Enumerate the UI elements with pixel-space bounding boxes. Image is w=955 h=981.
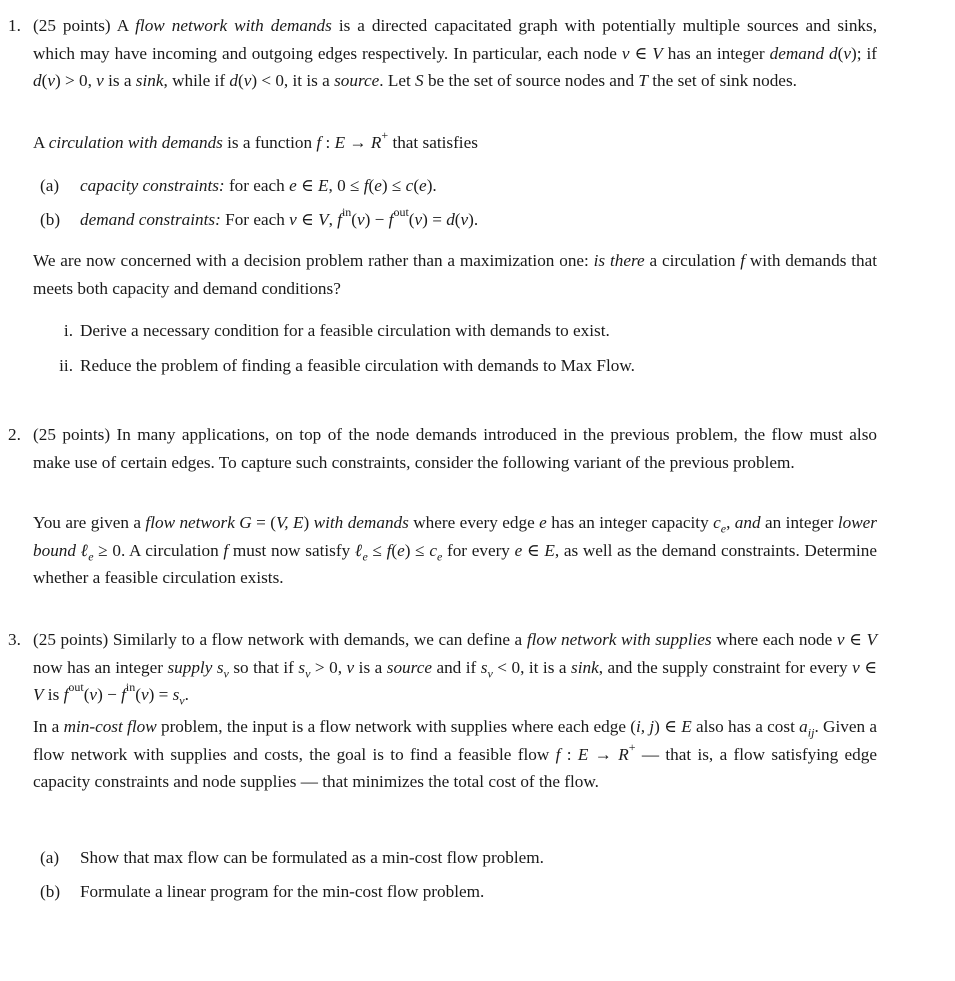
task-label: ii. [59, 356, 73, 375]
problem-3-intro: (25 points) Similarly to a flow network with demands, we can define a flow network with supplies where each node v ∈ V now has an integer supply $s_v$ so that if $s_v > 0$, v is a source and if $s_v < 0$, it is a sink, and the supply constraint for every v ∈ V is $f^{out}(v) - f^{in}(v) = s_v$. [33, 630, 878, 708]
problem-number: 2. [8, 425, 21, 444]
task-text: Show that max flow can be formulated as a min-cost flow problem. [80, 848, 544, 867]
task-label: (b) [40, 882, 61, 901]
task-text: Derive a necessary condition for a feasible circulation with demands to exist. [80, 321, 610, 340]
condition-label: (a) [40, 176, 60, 195]
problem-number: 1. [8, 16, 21, 35]
task-text: Formulate a linear program for the min-cost flow problem. [80, 882, 485, 901]
problem-1-decision: We are now concerned with a decision problem rather than a maximization one: is there a circulation f with demands that meets both capacity and demand conditions? [33, 251, 877, 298]
problem-number: 3. [8, 630, 21, 649]
problem-1-circulation-definition: A circulation with demands is a function f : E → R+ that satisfies [33, 128, 478, 152]
task-text: Reduce the problem of finding a feasible circulation with demands to Max Flow. [80, 356, 635, 375]
problem-3-mincost: In a min-cost flow problem, the input is a flow network with supplies where each edge (i, j) ∈ E also has a cost $a_{ij}$. Given a flow network with supplies and costs, the goal is to find a feasible flow f : E → R+ — that is, a flow satisfying edge capacity constraints and node supplies — that minimizes the total cost of the flow. [33, 717, 877, 791]
task-label: (a) [40, 848, 60, 867]
condition-text: capacity constraints: for each e ∈ E, 0 ≤ f(e) ≤ c(e). [80, 176, 437, 195]
condition-label: (b) [40, 210, 61, 229]
task-label: i. [63, 321, 73, 340]
problem-2-intro: (25 points) In many applications, on top of the node demands introduced in the previous problem, the flow must also make use of certain edges. To capture such constraints, consider the following variant of the previous problem. [33, 425, 877, 472]
problem-1-intro: (25 points) A flow network with demands is a directed capacitated graph with potentially multiple sources and sinks, which may have incoming and outgoing edges respectively. In particular, each node v ∈ V has an integer demand d(v); if d(v) > 0, v is a sink, while if d(v) < 0, it is a source. Let S be the set of source nodes and T the set of sink nodes. [33, 16, 878, 90]
condition-text: demand constraints: For each v ∈ V, $f^{in}(v) - f^{out}(v) = d(v)$. [80, 205, 479, 229]
problem-2-given: You are given a flow network G = (V, E) with demands where every edge e has an integer capacity $c_e$, and an integer lower bound ℓ$_e$ ≥ 0. A circulation f must now satisfy ℓ$_e$ ≤ $f(e) \le c_e$ for every e ∈ E, as well as the demand constraints. Determine whether a feasible circulation exists. [33, 513, 877, 587]
